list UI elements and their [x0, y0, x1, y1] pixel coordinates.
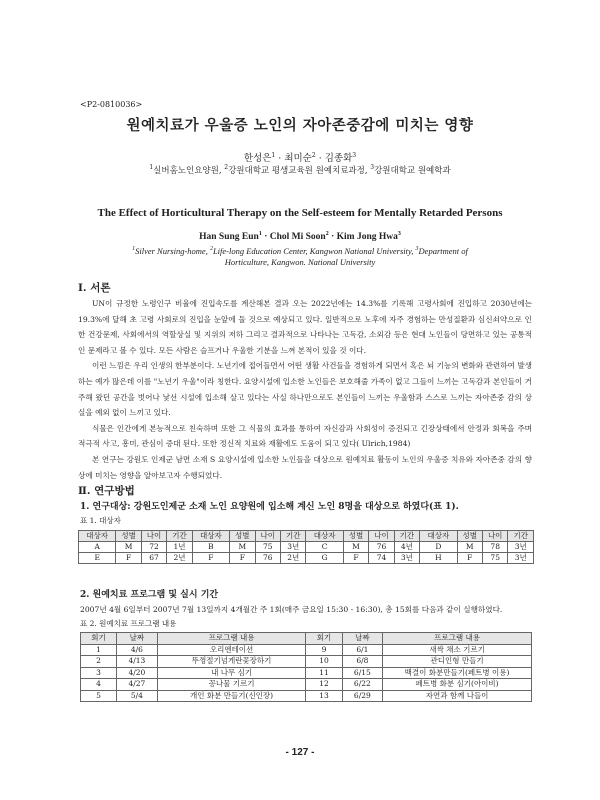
table-header-cell: 대상자 [420, 531, 457, 542]
table-header-cell: 날짜 [117, 633, 158, 645]
table-cell: 4년 [394, 542, 419, 553]
table-cell: 2년 [167, 553, 192, 564]
table-cell: 개인 화분 만들기(신인장) [157, 690, 306, 702]
paper-code: <P2-0810036> [80, 100, 143, 109]
author-name: Kim Jong Hwa [336, 232, 398, 243]
table-cell: 6/29 [342, 690, 383, 702]
author-sup: 1 [271, 151, 276, 159]
table-cell: F [116, 553, 141, 564]
affil-text: 실버홈노인요양원, [153, 166, 225, 176]
table-cell: 오리엔테이션 [157, 644, 306, 656]
author-sup: 3 [352, 151, 357, 159]
subsection-program: 2. 원예치료 프로그램 및 실시 기간 [80, 590, 219, 600]
table-cell: E [79, 553, 116, 564]
table-header-cell: 회기 [81, 633, 117, 645]
table-header-cell: 대상자 [79, 531, 116, 542]
author-separator: · [261, 232, 270, 243]
paragraph: UN이 규정한 노령인구 비율에 진입속도를 계산해본 결과 오는 2022년에는 14.3%를 기록해 고령사회에 진입하고 2030년에는 19.3%에 달해 초 고령 사회로의 진입을 눈앞에 둘 것으로 예상되고 있다. 일반적으로 노후에 자주 경험하는 만성질환과 심신쇠약으로 인한 건강문제, 사회에서의 역할상실 및 지위의 저하 그리고 결과적으로 나타나는 고독감, 소외감 등은 현대 노인들이 당면하고 있는 공통적인 문제라고 볼 수 있다. 모든 사람은 슬프거나 우울한 기분을 느껴 본적이 있을 것 이다. [78, 299, 533, 355]
affil-sup: 3 [370, 164, 375, 172]
table-cell: 페트병 화분 심기(아이비) [383, 679, 532, 691]
table-header-cell: 나이 [255, 531, 280, 542]
subjects-table [78, 530, 534, 564]
author-sup: 1 [258, 231, 262, 237]
table-cell: 11 [306, 667, 342, 679]
table-header-cell: 기간 [508, 531, 534, 542]
page-number: - 127 - [285, 747, 315, 758]
table-cell: 12 [306, 679, 342, 691]
table-cell: 관디인형 만들기 [383, 656, 532, 668]
table-cell: 2 [81, 656, 117, 668]
table-cell: 내 나무 심기 [157, 667, 306, 679]
author-name: Chol Mi Soon [269, 232, 326, 243]
table-row [81, 667, 532, 679]
affil-text: 강원대학교 원예학과 [374, 166, 451, 176]
paragraph: 이런 느낌은 우리 인생의 한부분이다. 노년기에 접어들면서 어떤 생활 사건들을 경험하게 되면서 혹은 뇌 기능의 변화와 관련하여 발생하는 예가 많은데 이를 "노년기 우울"이라 칭한다. 요양시설에 입소한 노인들은 보호해줄 가족이 없고 그들이 느끼는 고독감과 본인들이 거주해 왔던 공간을 벗어나 낯선 시설에 입소해 살고 있다는 사실 하나만으로도 본인들이 느끼는 우울함과 스스로 느끼는 자아존중 감의 상실을 예외 없이 느끼고 있다. [78, 361, 532, 418]
table-header-cell: 성별 [343, 531, 368, 542]
author-separator: · [315, 153, 325, 164]
table-cell: 1 [81, 644, 117, 656]
table-cell: B [192, 542, 229, 553]
affil-text: 강원대학교 평생교육원 원예치료과정, [228, 166, 371, 176]
table-cell: 백결이 화분만들기(페트병 이용) [383, 667, 532, 679]
table-cell: 3년 [280, 542, 305, 553]
table-cell: 꽁나물 기르기 [157, 679, 306, 691]
table-header-cell: 대상자 [192, 531, 229, 542]
authors-korean [0, 150, 600, 164]
table-header-cell: 성별 [230, 531, 255, 542]
table-cell: 67 [141, 553, 166, 564]
table-header-row [81, 633, 532, 645]
affil-sup: 2 [224, 164, 229, 172]
table-row [81, 679, 532, 691]
table-cell: C [306, 542, 343, 553]
table-cell: 13 [306, 690, 342, 702]
table-header-cell: 대상자 [306, 531, 343, 542]
section-heading-introduction: Ⅰ. 서론 [78, 282, 111, 294]
table-header-cell: 성별 [457, 531, 482, 542]
affil-text: Life-long Education Center, Kangwon National University, [212, 245, 416, 256]
author-name: 한성은 [243, 153, 272, 164]
table-cell: 72 [141, 542, 166, 553]
table-cell: D [420, 542, 457, 553]
title-english: The Effect of Horticultural Therapy on the Self-esteem for Mentally Retarded Persons [97, 207, 503, 219]
affil-sup: 1 [132, 246, 136, 252]
author-sup: 2 [325, 231, 329, 237]
table-cell: 5 [81, 690, 117, 702]
table-cell: F [230, 553, 255, 564]
table-cell: F [343, 553, 368, 564]
table-cell: M [116, 542, 141, 553]
table-cell: 6/1 [342, 644, 383, 656]
table-header-cell: 성별 [116, 531, 141, 542]
subsection-subjects: 1. 연구대상: 강원도인제군 소재 노인 요양원에 입소해 계신 노인 8명을 대상으로 하였다(표 1). [80, 502, 459, 512]
author-separator: · [328, 232, 337, 243]
table-cell: 6/22 [342, 679, 383, 691]
table-cell: 76 [369, 542, 394, 553]
table-cell: 78 [482, 542, 507, 553]
affiliations-english [130, 244, 470, 268]
table-cell: 3년 [508, 553, 534, 564]
table-cell: 자연과 함께 나들이 [383, 690, 532, 702]
table2-caption: 표 2. 원예치료 프로그램 내용 [80, 619, 177, 628]
affil-sup: 1 [149, 164, 154, 172]
table-cell: M [457, 542, 482, 553]
table-cell: 6/15 [342, 667, 383, 679]
table-cell: M [230, 542, 255, 553]
table-cell: 4 [81, 679, 117, 691]
author-name: Han Sung Eun [199, 232, 259, 243]
program-table [80, 632, 532, 702]
introduction-body [78, 296, 532, 483]
table-cell: 74 [369, 553, 394, 564]
table-row [81, 690, 532, 702]
table1-caption: 표 1. 대상자 [80, 516, 121, 525]
author-sup: 3 [397, 231, 401, 237]
table-cell: A [79, 542, 116, 553]
table-cell: 75 [255, 542, 280, 553]
table-header-cell: 날짜 [342, 633, 383, 645]
table-cell: 4/27 [117, 679, 158, 691]
authors-english [0, 231, 600, 242]
program-description: 2007년 4월 6일부터 2007년 7월 13일까지 4개월간 주 1회(매주 금요일 15:30 - 16:30), 총 15회를 다음과 같이 실행하였다. [80, 605, 503, 614]
table-header-cell: 나이 [369, 531, 394, 542]
table-header-cell: 기간 [280, 531, 305, 542]
paragraph: 본 연구는 강원도 인제군 남면 소재 S 요양시설에 입소한 노인들을 대상으로 원예치료 활동이 노인의 우울증 치유와 자아존중 감의 향상에 미치는 영향을 알아보고자 수행되었다. [78, 454, 532, 480]
table-cell: M [343, 542, 368, 553]
table-cell: 4/6 [117, 644, 158, 656]
table-cell: 9 [306, 644, 342, 656]
table-cell: 1년 [167, 542, 192, 553]
table-cell: G [306, 553, 343, 564]
affil-text: Silver Nursing-home, [135, 245, 210, 256]
table-row [81, 644, 532, 656]
table-header-cell: 나이 [141, 531, 166, 542]
table-header-cell: 회기 [306, 633, 342, 645]
table-header-cell: 기간 [167, 531, 192, 542]
table-cell: 3년 [394, 553, 419, 564]
table-header-cell: 프로그램 내용 [383, 633, 532, 645]
table-cell: 4/20 [117, 667, 158, 679]
table-cell: 10 [306, 656, 342, 668]
table-row [79, 553, 534, 564]
table-header-row [79, 531, 534, 542]
author-name: 최미순 [284, 153, 312, 164]
affiliations-korean [0, 164, 600, 176]
table-cell: 뚜껑절기넘게란꽃장하기 [157, 656, 306, 668]
table-header-cell: 나이 [482, 531, 507, 542]
section-heading-methods: Ⅱ. 연구방법 [78, 485, 135, 497]
table-cell: H [420, 553, 457, 564]
table-cell: 5/4 [117, 690, 158, 702]
table-cell: F [457, 553, 482, 564]
paragraph: 식물은 인간에게 본능적으로 친숙하며 또한 그 식물의 효과를 통하여 자신감과 사회성이 증진되고 긴장상태에서 안정과 회복을 주며 적극적 사고, 흥미, 관심이 증대 된다. 또한 정신적 치료와 재활에도 도움이 되고 있다( Ulrich,1984) [78, 423, 532, 449]
author-sup: 2 [311, 151, 316, 159]
table-cell: 76 [255, 553, 280, 564]
table-row [79, 542, 534, 553]
affil-text: Department of Horticulture, Kangwon. National University [224, 245, 468, 267]
table-row [81, 656, 532, 668]
affil-sup: 3 [415, 246, 419, 252]
table-cell: 3 [81, 667, 117, 679]
table-cell: 4/13 [117, 656, 158, 668]
table-cell: 새싹 채소 기르기 [383, 644, 532, 656]
table-cell: 6/8 [342, 656, 383, 668]
table-cell: 2년 [280, 553, 305, 564]
table-header-cell: 기간 [394, 531, 419, 542]
author-separator: · [275, 153, 285, 164]
title-korean: 원예치료가 우울증 노인의 자아존중감에 미치는 영향 [126, 117, 474, 134]
table-cell: 3년 [508, 542, 534, 553]
table-header-cell: 프로그램 내용 [157, 633, 306, 645]
table-cell: 75 [482, 553, 507, 564]
table-cell: F [192, 553, 229, 564]
author-name: 김종화 [324, 153, 353, 164]
affil-sup: 2 [209, 246, 213, 252]
